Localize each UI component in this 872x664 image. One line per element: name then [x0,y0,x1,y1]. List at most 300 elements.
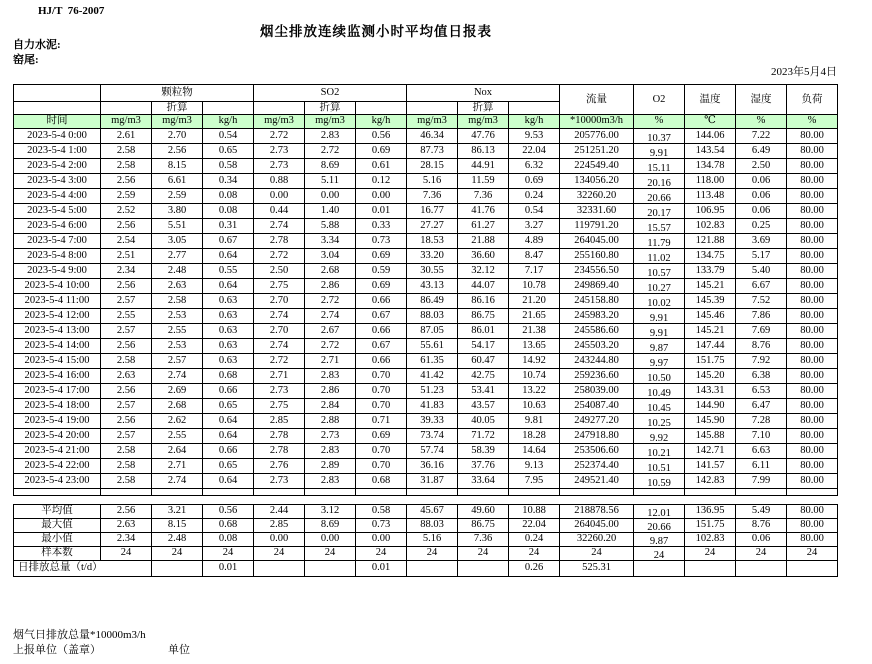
value-cell: 5.49 [736,504,787,518]
value-cell: 0.68 [203,518,254,532]
value-cell: 28.15 [407,158,458,173]
value-cell [634,248,685,263]
unit-cell: kg/h [509,114,560,128]
value-cell [634,383,685,398]
value-cell: 7.36 [458,188,509,203]
value-cell: 145.90 [685,413,736,428]
value-cell: 86.49 [407,293,458,308]
value-cell: 57.74 [407,443,458,458]
value-cell: 80.00 [787,143,838,158]
value-cell: 2.74 [254,218,305,233]
o2-value: 10.51 [647,462,671,474]
value-cell: 134.75 [685,248,736,263]
table-row [14,293,838,308]
value-cell: 58.39 [458,443,509,458]
time-cell: 2023-5-4 10:00 [14,278,101,293]
value-cell: 2.78 [254,428,305,443]
value-cell: 2.67 [305,323,356,338]
value-cell: 252374.40 [560,458,634,473]
summary-label-cell: 最小值 [14,532,101,546]
value-cell: 102.83 [685,218,736,233]
value-cell: 6.11 [736,458,787,473]
summary-table [13,504,838,577]
value-cell: 8.69 [305,518,356,532]
value-cell: 41.42 [407,368,458,383]
value-cell: 2.56 [101,278,152,293]
value-cell [634,353,685,368]
time-cell: 2023-5-4 18:00 [14,398,101,413]
value-cell: 24 [509,546,560,560]
value-cell: 0.63 [203,338,254,353]
value-cell: 8.47 [509,248,560,263]
value-cell: 2.70 [254,293,305,308]
value-cell: 6.32 [509,158,560,173]
value-cell: 0.06 [736,173,787,188]
blank-cell [203,102,254,115]
value-cell [634,560,685,576]
summary-rows [14,504,838,576]
o2-value: 10.37 [647,132,671,144]
value-cell: 6.38 [736,368,787,383]
value-cell: 80.00 [787,428,838,443]
value-cell: 147.44 [685,338,736,353]
table-row [14,383,838,398]
value-cell: 37.76 [458,458,509,473]
value-cell: 0.00 [254,532,305,546]
value-cell: 80.00 [787,263,838,278]
o2-value: 24 [653,550,665,561]
value-cell: 0.00 [305,188,356,203]
hourly-rows [14,128,838,488]
value-cell: 14.64 [509,443,560,458]
value-cell: 3.69 [736,233,787,248]
value-cell: 0.00 [254,188,305,203]
table-row [14,428,838,443]
value-cell: 251251.20 [560,143,634,158]
value-cell: 0.70 [356,368,407,383]
value-cell: 0.65 [203,458,254,473]
value-cell: 0.69 [356,428,407,443]
value-cell: 2.44 [254,504,305,518]
value-cell: 3.27 [509,218,560,233]
value-cell: 145.39 [685,293,736,308]
o2-value: 10.45 [647,402,671,414]
blank-cell [407,102,458,115]
value-cell: 46.34 [407,128,458,143]
value-cell: 7.10 [736,428,787,443]
value-cell: 2.72 [305,338,356,353]
time-cell: 2023-5-4 6:00 [14,218,101,233]
value-cell: 24 [356,546,407,560]
value-cell: 0.73 [356,233,407,248]
value-cell: 2.63 [152,278,203,293]
value-cell: 7.99 [736,473,787,488]
table-row [14,158,838,173]
value-cell: 0.54 [509,203,560,218]
value-cell: 44.91 [458,158,509,173]
value-cell: 145.20 [685,368,736,383]
unit-label: 单位 [168,644,190,656]
humidity-header: 湿度 [736,85,787,115]
value-cell: 2.83 [305,443,356,458]
o2-value: 9.91 [649,312,669,324]
report-date: 2023年5月4日 [771,66,837,78]
value-cell: 264045.00 [560,518,634,532]
value-cell: 45.67 [407,504,458,518]
value-cell: 0.54 [203,128,254,143]
value-cell: 0.12 [356,173,407,188]
value-cell: 2.74 [305,308,356,323]
value-cell: 2.86 [305,278,356,293]
time-cell: 2023-5-4 5:00 [14,203,101,218]
value-cell: 24 [305,546,356,560]
value-cell: 2.57 [101,323,152,338]
summary-row [14,504,838,518]
time-cell: 2023-5-4 13:00 [14,323,101,338]
blank-cell [356,102,407,115]
value-cell: 88.03 [407,518,458,532]
value-cell: 80.00 [787,233,838,248]
value-cell [634,518,685,532]
table-row [14,278,838,293]
value-cell: 9.81 [509,413,560,428]
o2-value: 10.21 [647,447,671,459]
value-cell: 80.00 [787,293,838,308]
blank-cell [509,102,560,115]
value-cell: 24 [787,546,838,560]
value-cell [634,428,685,443]
value-cell: 7.36 [407,188,458,203]
time-cell: 2023-5-4 16:00 [14,368,101,383]
value-cell: 24 [560,546,634,560]
value-cell: 80.00 [787,173,838,188]
value-cell: 0.24 [509,532,560,546]
value-cell: 24 [152,546,203,560]
value-cell: 2.54 [101,233,152,248]
value-cell: 145.88 [685,428,736,443]
o2-value: 10.49 [647,387,671,399]
o2-value: 10.02 [647,297,671,309]
summary-label-cell: 最大值 [14,518,101,532]
value-cell: 0.00 [305,532,356,546]
o2-value: 10.25 [647,417,671,429]
value-cell: 0.70 [356,383,407,398]
flue-gas-total-note: 烟气日排放总量*10000m3/h [13,629,146,641]
value-cell: 9.13 [509,458,560,473]
value-cell: 2.50 [736,158,787,173]
value-cell: 2.84 [305,398,356,413]
value-cell: 151.75 [685,353,736,368]
value-cell: 254087.40 [560,398,634,413]
value-cell: 0.73 [356,518,407,532]
table-row [14,458,838,473]
value-cell: 2.56 [101,413,152,428]
value-cell: 8.69 [305,158,356,173]
value-cell: 2.75 [254,278,305,293]
value-cell: 80.00 [787,188,838,203]
value-cell: 86.13 [458,143,509,158]
standard-number: HJ/T 76-2007 [38,5,105,17]
value-cell: 0.01 [203,560,254,576]
value-cell: 0.69 [356,278,407,293]
value-cell: 118.00 [685,173,736,188]
value-cell: 7.69 [736,323,787,338]
value-cell: 2.57 [101,398,152,413]
o2-value: 11.02 [647,252,671,264]
report-unit-label: 上报单位（盖章） [13,644,101,656]
value-cell: 5.51 [152,218,203,233]
value-cell: 0.66 [203,443,254,458]
value-cell: 8.76 [736,338,787,353]
value-cell: 36.16 [407,458,458,473]
value-cell: 2.58 [101,458,152,473]
value-cell: 102.83 [685,532,736,546]
value-cell: 41.76 [458,203,509,218]
value-cell: 2.71 [254,368,305,383]
value-cell: 80.00 [787,158,838,173]
value-cell: 2.55 [152,323,203,338]
value-cell [634,323,685,338]
value-cell: 86.75 [458,518,509,532]
value-cell: 113.48 [685,188,736,203]
value-cell: 86.75 [458,308,509,323]
value-cell: 31.87 [407,473,458,488]
blank-cell [101,102,152,115]
value-cell: 224549.40 [560,158,634,173]
so2-group-header: SO2 [254,85,407,102]
value-cell: 136.95 [685,504,736,518]
value-cell: 24 [458,546,509,560]
value-cell: 61.35 [407,353,458,368]
value-cell: 0.00 [356,188,407,203]
value-cell [634,203,685,218]
value-cell: 1.40 [305,203,356,218]
value-cell: 2.58 [101,143,152,158]
value-cell: 0.70 [356,443,407,458]
value-cell: 2.53 [152,308,203,323]
time-cell: 2023-5-4 4:00 [14,188,101,203]
value-cell: 0.65 [203,143,254,158]
value-cell: 2.73 [254,473,305,488]
value-cell: 13.22 [509,383,560,398]
value-cell: 42.75 [458,368,509,383]
value-cell: 30.55 [407,263,458,278]
value-cell: 2.70 [254,323,305,338]
value-cell: 24 [736,546,787,560]
value-cell: 133.79 [685,263,736,278]
time-cell: 2023-5-4 8:00 [14,248,101,263]
time-cell: 2023-5-4 21:00 [14,443,101,458]
value-cell: 249521.40 [560,473,634,488]
value-cell: 243244.80 [560,353,634,368]
value-cell: 121.88 [685,233,736,248]
value-cell: 39.33 [407,413,458,428]
value-cell: 0.08 [203,188,254,203]
value-cell: 134.78 [685,158,736,173]
value-cell: 2.34 [101,263,152,278]
value-cell: 0.69 [356,143,407,158]
time-cell: 2023-5-4 23:00 [14,473,101,488]
value-cell: 2.85 [254,518,305,532]
value-cell: 0.66 [356,293,407,308]
value-cell: 7.17 [509,263,560,278]
value-cell: 144.90 [685,398,736,413]
value-cell: 24 [203,546,254,560]
o2-value: 9.97 [649,357,669,369]
value-cell: 60.47 [458,353,509,368]
summary-row [14,518,838,532]
value-cell [634,293,685,308]
o2-value: 9.91 [649,147,669,159]
value-cell [634,458,685,473]
value-cell: 5.11 [305,173,356,188]
value-cell: 0.06 [736,532,787,546]
unit-cell: *10000m3/h [560,114,634,128]
value-cell [634,263,685,278]
value-cell [634,128,685,143]
table-row [14,353,838,368]
value-cell: 2.48 [152,263,203,278]
value-cell: 2.85 [254,413,305,428]
time-cell: 2023-5-4 19:00 [14,413,101,428]
time-cell: 2023-5-4 2:00 [14,158,101,173]
value-cell: 2.58 [101,353,152,368]
value-cell: 2.34 [101,532,152,546]
value-cell: 0.68 [356,473,407,488]
value-cell: 8.76 [736,518,787,532]
value-cell: 0.67 [356,308,407,323]
value-cell: 2.61 [101,128,152,143]
time-cell: 2023-5-4 1:00 [14,143,101,158]
value-cell: 0.24 [509,188,560,203]
value-cell: 258039.00 [560,383,634,398]
value-cell: 24 [407,546,458,560]
unit-cell: kg/h [356,114,407,128]
value-cell: 5.40 [736,263,787,278]
value-cell: 3.05 [152,233,203,248]
value-cell: 22.04 [509,518,560,532]
value-cell: 80.00 [787,278,838,293]
monitoring-location: 窑尾: [13,54,39,66]
o2-header: O2 [634,85,685,115]
value-cell: 0.08 [203,203,254,218]
time-cell: 2023-5-4 11:00 [14,293,101,308]
value-cell: 0.70 [356,458,407,473]
value-cell: 0.70 [356,398,407,413]
value-cell [407,560,458,576]
value-cell: 0.25 [736,218,787,233]
so2-converted-header: 折算 [305,102,356,115]
value-cell: 6.63 [736,443,787,458]
value-cell: 255160.80 [560,248,634,263]
value-cell: 259236.60 [560,368,634,383]
value-cell: 0.61 [356,158,407,173]
value-cell: 2.64 [152,443,203,458]
value-cell: 0.58 [203,158,254,173]
value-cell: 61.27 [458,218,509,233]
value-cell: 2.70 [152,128,203,143]
value-cell: 80.00 [787,443,838,458]
value-cell: 73.74 [407,428,458,443]
value-cell: 80.00 [787,473,838,488]
daily-total-row [14,560,838,576]
time-cell: 2023-5-4 15:00 [14,353,101,368]
table-row [14,308,838,323]
time-cell: 2023-5-4 0:00 [14,128,101,143]
value-cell: 80.00 [787,218,838,233]
value-cell: 2.63 [101,368,152,383]
value-cell: 7.36 [458,532,509,546]
value-cell: 8.15 [152,518,203,532]
value-cell [736,560,787,576]
nox-group-header: Nox [407,85,560,102]
value-cell: 145.21 [685,278,736,293]
unit-cell: mg/m3 [305,114,356,128]
value-cell: 32.12 [458,263,509,278]
value-cell: 0.06 [736,203,787,218]
summary-label-cell: 平均值 [14,504,101,518]
daily-total-label-cell: 日排放总量（t/d） [14,560,152,576]
value-cell: 0.64 [203,278,254,293]
value-cell: 264045.00 [560,233,634,248]
value-cell: 151.75 [685,518,736,532]
value-cell: 3.21 [152,504,203,518]
value-cell: 2.75 [254,398,305,413]
value-cell: 80.00 [787,518,838,532]
value-cell: 145.46 [685,308,736,323]
value-cell [634,308,685,323]
value-cell [634,443,685,458]
value-cell: 0.64 [203,248,254,263]
value-cell: 33.64 [458,473,509,488]
value-cell: 2.56 [101,504,152,518]
value-cell: 0.01 [356,560,407,576]
value-cell: 71.72 [458,428,509,443]
time-cell: 2023-5-4 14:00 [14,338,101,353]
value-cell: 11.59 [458,173,509,188]
value-cell: 80.00 [787,413,838,428]
value-cell: 2.73 [305,428,356,443]
value-cell: 5.16 [407,532,458,546]
value-cell [634,413,685,428]
value-cell: 0.69 [356,248,407,263]
value-cell: 7.28 [736,413,787,428]
value-cell: 143.31 [685,383,736,398]
value-cell [634,233,685,248]
table-row [14,338,838,353]
value-cell [634,504,685,518]
value-cell: 245158.80 [560,293,634,308]
value-cell: 0.56 [203,504,254,518]
value-cell: 2.53 [152,338,203,353]
value-cell: 32331.60 [560,203,634,218]
value-cell [254,560,305,576]
value-cell: 32260.20 [560,532,634,546]
value-cell: 142.71 [685,443,736,458]
value-cell: 2.72 [254,128,305,143]
value-cell: 86.16 [458,293,509,308]
value-cell: 87.73 [407,143,458,158]
blank-cell [14,102,101,115]
value-cell: 6.47 [736,398,787,413]
value-cell [458,560,509,576]
unit-cell: mg/m3 [101,114,152,128]
value-cell: 2.51 [101,248,152,263]
value-cell: 2.56 [152,143,203,158]
value-cell: 2.73 [254,383,305,398]
value-cell: 3.04 [305,248,356,263]
value-cell: 9.53 [509,128,560,143]
